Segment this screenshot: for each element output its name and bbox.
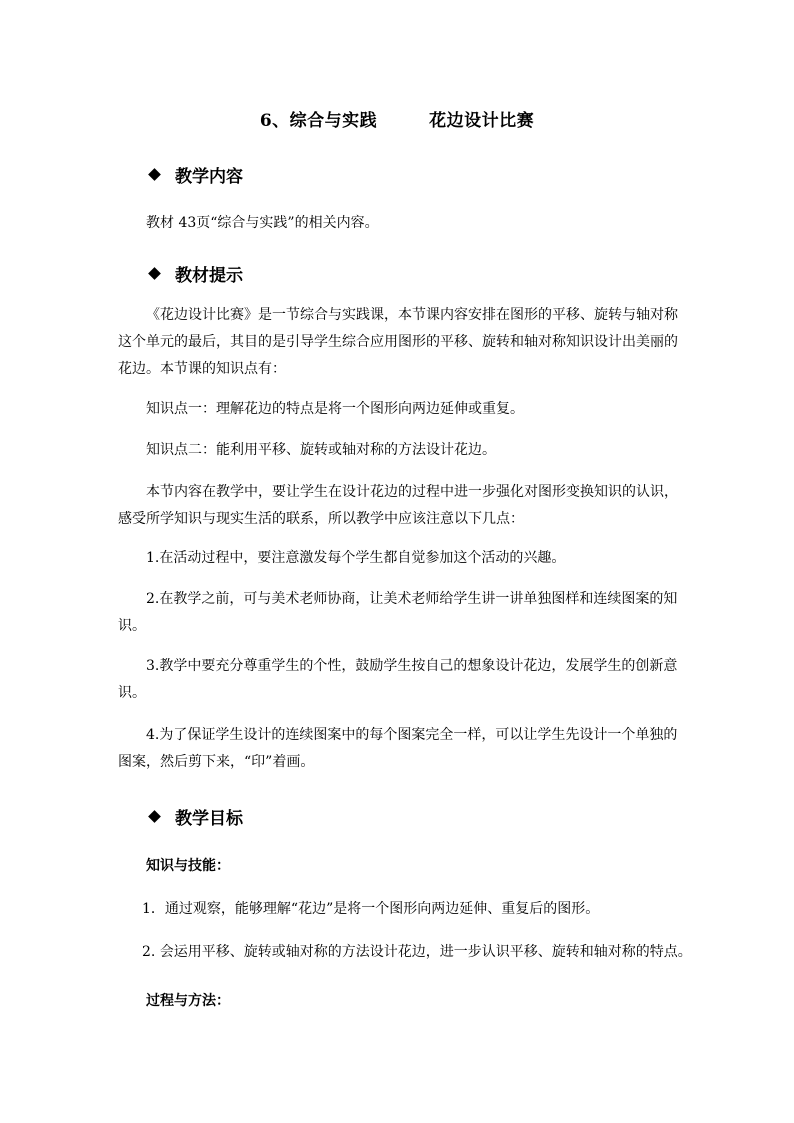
knowledge-point-2: 知识点二：能利用平移、旋转或轴对称的方法设计花边。 <box>146 442 496 458</box>
diamond-bullet-icon <box>148 168 161 181</box>
teaching-point-2: 2.在教学之前，可与美术老师协商，让美术老师给学生讲一讲单独图样和连续图案的知识。 <box>118 591 678 634</box>
title-lesson-number: 6、综合与实践 <box>259 111 378 131</box>
page-title <box>0 106 794 131</box>
sub-heading-skills: 知识与技能： <box>146 858 230 874</box>
section-heading-label: 教学目标 <box>175 809 243 829</box>
teaching-point-1: 1.在活动过程中，要注意激发每个学生都自觉参加这个活动的兴趣。 <box>146 550 566 566</box>
section-heading-hint <box>148 261 243 286</box>
goal-item-2: 2. 会运用平移、旋转或轴对称的方法设计花边，进一步认识平移、旋转和轴对称的特点。 <box>142 944 692 960</box>
title-lesson-name: 花边设计比赛 <box>429 111 535 131</box>
diamond-bullet-icon <box>148 810 161 823</box>
content-text: 教材 43页“综合与实践”的相关内容。 <box>146 215 379 231</box>
section-heading-goals <box>148 804 243 829</box>
goal-item-1: 1．通过观察，能够理解“花边”是将一个图形向两边延伸、重复后的图形。 <box>142 901 600 917</box>
teaching-point-3: 3.教学中要充分尊重学生的个性，鼓励学生按自己的想象设计花边，发展学生的创新意识。 <box>118 658 678 701</box>
hint-paragraph-1: 《花边设计比赛》是一节综合与实践课，本节课内容安排在图形的平移、旋转与轴对称这个单元的最后，其目的是引导学生综合应用图形的平移、旋转和轴对称知识设计出美丽的花边。本节课的知识点有： <box>118 307 678 377</box>
teaching-point-4: 4.为了保证学生设计的连续图案中的每个图案完全一样，可以让学生先设计一个单独的图案，然后剪下来，“印”着画。 <box>118 727 678 770</box>
knowledge-point-1: 知识点一：理解花边的特点是将一个图形向两边延伸或重复。 <box>146 401 524 417</box>
section-heading-label: 教学内容 <box>175 167 243 187</box>
hint-paragraph-2: 本节内容在教学中，要让学生在设计花边的过程中进一步强化对图形变换知识的认识，感受所学知识与现实生活的联系，所以教学中应该注意以下几点： <box>118 484 678 527</box>
section-heading-label: 教材提示 <box>175 266 243 286</box>
diamond-bullet-icon <box>148 267 161 280</box>
section-heading-content <box>148 162 243 187</box>
sub-heading-process: 过程与方法： <box>146 993 230 1009</box>
